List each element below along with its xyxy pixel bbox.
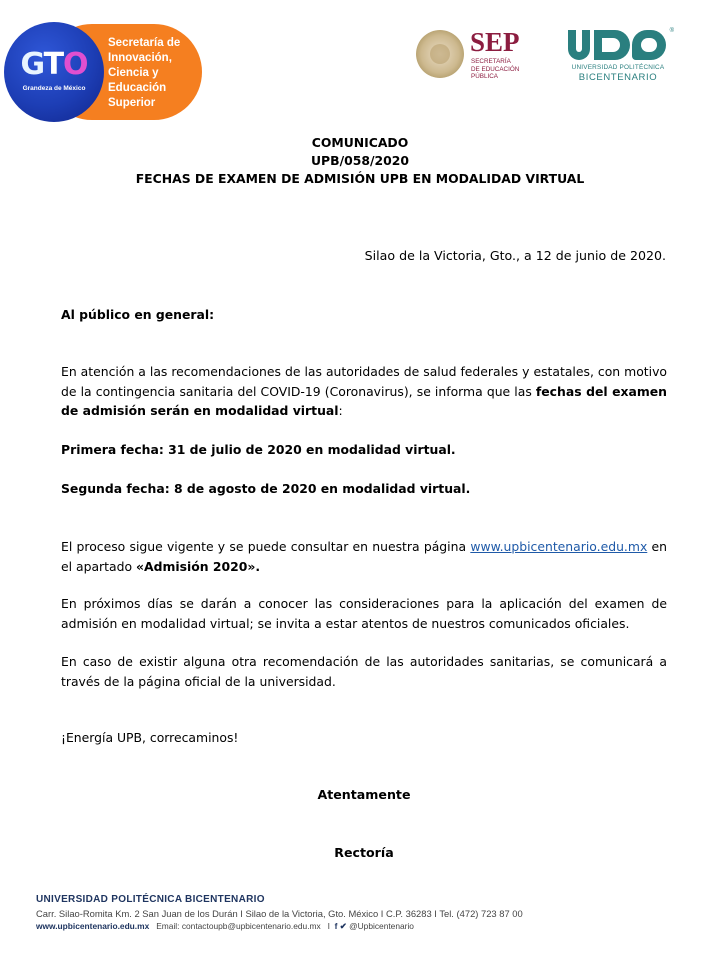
first-exam-date: Primera fecha: 31 de julio de 2020 en modalidad virtual. xyxy=(61,442,456,457)
sep-wordmark: SEP xyxy=(470,27,520,57)
slogan: ¡Energía UPB, correcaminos! xyxy=(61,730,239,745)
gto-logo-circle xyxy=(4,22,104,122)
document-label: COMUNICADO xyxy=(311,135,409,150)
other-recommendations-paragraph: En caso de existir alguna otra recomendación de las autoridades sanitarias, se comunicará a través de la página oficial de la universidad. xyxy=(61,654,667,689)
intro-paragraph: En atención a las recomendaciones de las autoridades de salud federales y estatales, con motivo de la contingencia sanitaria del COVID-19 (Coronavirus), se informa que las fechas del examen de admisión serán en modalidad virtual: xyxy=(61,364,667,419)
footer-address: Carr. Silao-Romita Km. 2 San Juan de los Durán I Silao de la Victoria, Gto. México I C.P. 36283 I Tel. (472) 723 87 00 xyxy=(36,908,523,919)
footer-social-handle[interactable]: @Upbicentenario xyxy=(349,921,414,931)
document-header xyxy=(0,134,720,188)
gto-logo-letters: GTO xyxy=(20,47,88,82)
footer-website[interactable]: www.upbicentenario.edu.mx xyxy=(36,921,150,931)
upb-logo-line1: UNIVERSIDAD POLITÉCNICA xyxy=(571,64,665,71)
sep-logo xyxy=(416,28,546,82)
sep-subtitle: SECRETARÍA DE EDUCACIÓN PÚBLICA xyxy=(471,58,520,80)
salutation: Al público en general: xyxy=(61,307,215,322)
social-icons: f ✔ xyxy=(334,921,347,931)
footer-email[interactable]: Email: contactoupb@upbicentenario.edu.mx xyxy=(156,921,321,931)
upb-logo xyxy=(562,28,674,84)
second-exam-date: Segunda fecha: 8 de agosto de 2020 en modalidad virtual. xyxy=(61,481,471,496)
website-link[interactable]: www.upbicentenario.edu.mx xyxy=(470,539,648,554)
upb-logo-mark xyxy=(568,28,668,62)
closing-regards: Atentamente xyxy=(317,787,411,802)
gto-logo-text: Secretaría de Innovación, Ciencia y Educación Superior xyxy=(108,37,181,109)
gto-tagline: Grandeza de México xyxy=(22,85,86,92)
letterhead-footer xyxy=(36,893,676,932)
date-line: Silao de la Victoria, Gto., a 12 de junio de 2020. xyxy=(364,248,666,263)
document-number: UPB/058/2020 xyxy=(311,153,409,168)
upcoming-paragraph: En próximos días se darán a conocer las consideraciones para la aplicación del examen de admisión en modalidad virtual; se invita a estar atentos de nuestros comunicados oficiales. xyxy=(61,596,667,631)
process-paragraph: El proceso sigue vigente y se puede consultar en nuestra página www.upbicentenario.edu.mx en el apartado «Admisión 2020». xyxy=(61,539,667,574)
national-seal-icon xyxy=(416,30,464,78)
document-title: FECHAS DE EXAMEN DE ADMISIÓN UPB EN MODALIDAD VIRTUAL xyxy=(135,171,585,186)
footer-contact xyxy=(36,920,676,932)
upb-logo-line2: BICENTENARIO xyxy=(578,72,658,83)
signer: Rectoría xyxy=(334,845,394,860)
footer-separator: I xyxy=(327,921,330,931)
gto-logo xyxy=(4,22,204,122)
footer-institution: UNIVERSIDAD POLITÉCNICA BICENTENARIO xyxy=(36,894,265,905)
registered-mark: ® xyxy=(669,28,674,34)
